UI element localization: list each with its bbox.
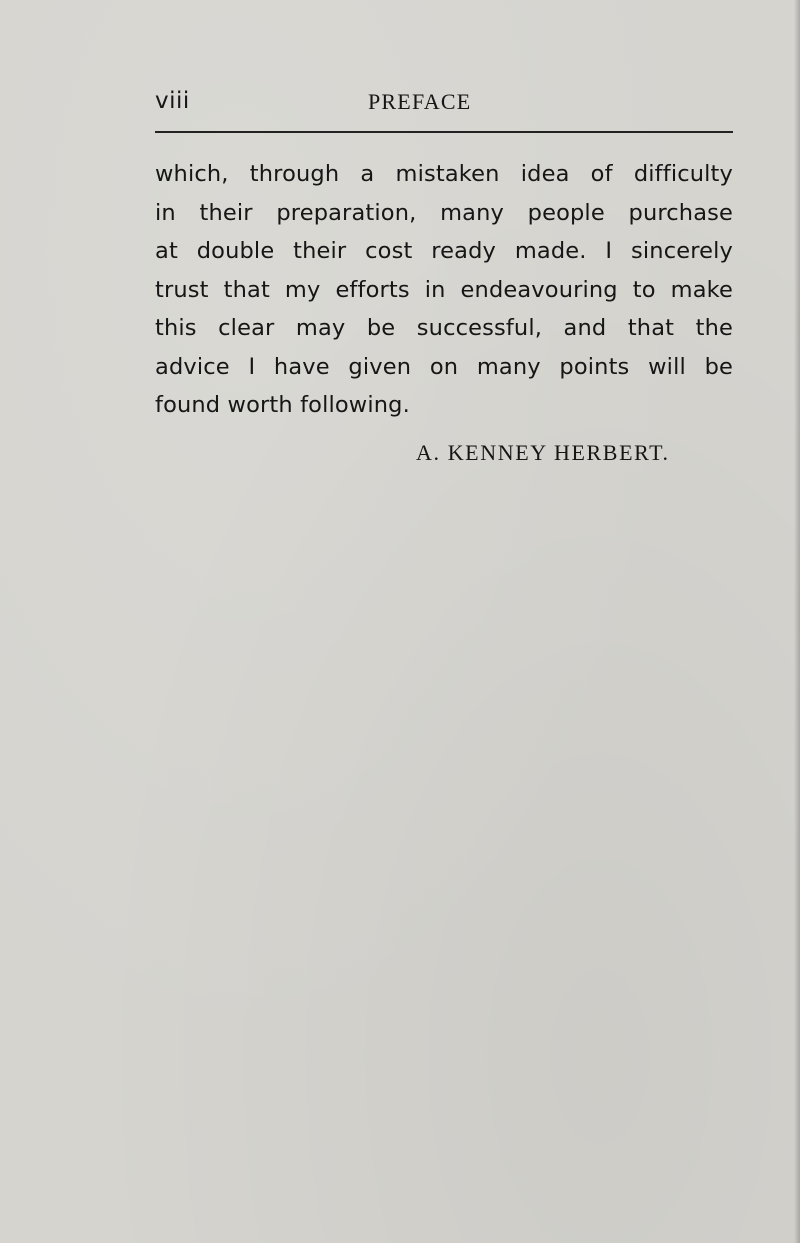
text-line: at double their cost ready made. I sincerely	[155, 238, 733, 264]
author-signature: A. KENNEY HERBERT.	[416, 440, 670, 465]
text-line: this clear may be successful, and that the	[155, 315, 733, 341]
text-line: trust that my efforts in endeavouring to make	[155, 276, 733, 303]
text-line: found worth following.	[155, 392, 410, 418]
text-line: in their preparation, many people purchase	[155, 199, 733, 226]
header-rule	[155, 131, 733, 133]
text-line: advice I have given on many points will be	[155, 353, 733, 380]
running-title: PREFACE	[368, 89, 472, 114]
body-paragraph	[155, 155, 733, 425]
page-edge-shadow	[794, 0, 800, 1243]
text-line: which, through a mistaken idea of difficulty	[155, 161, 733, 187]
page-number: viii	[155, 88, 190, 114]
running-head	[155, 88, 733, 118]
